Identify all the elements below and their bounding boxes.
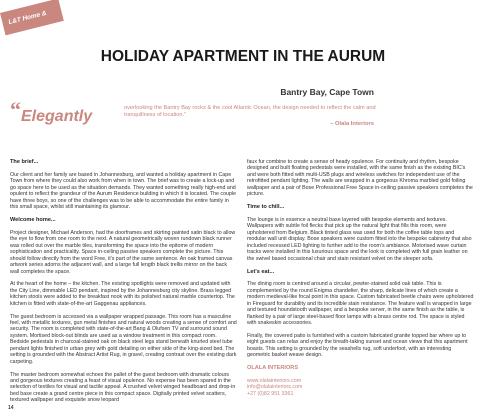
- quote-text: overlooking the Bantry Bay rocks & the cool Atlantic Ocean, the design needed to reflect the calm and tranquillness of location.”: [124, 105, 376, 118]
- master-bedroom-continued-paragraph: faux fur combine to create a sense of heady opulence. For continuity and rhythm, bespoke designed and built floating pedestals were installed, with the same finish as the existing BIC's and were both fitted with multi-USB plugs and wireless switches for independent use of the retrofitted pendant lighting. The walls are wrapped in a gorgeous Khroma marbled gold foiling wallpaper and a pair of Bose Professional Free Space in-ceiling passive speakers completes the picture.: [247, 159, 473, 198]
- contact-email-link[interactable]: info@olalainteriors.com: [247, 384, 303, 391]
- guest-bedroom-paragraph: The guest bedroom is accessed via a wallpaper wrapped passage. This room has a masculine feel, with metallic textures, gun metal finishes and natural woods creating a sense of comfort and security. The room is completed with state-of-the-art Bang & Olufsen TV and surround sound system. Mortised block-out blinds are used as a window treatment in this compact room. Bedside pedestals in charcoal-stained oak on black steel legs stand beneath knurled steel tube pendant lights finished in urban grey with gold detailing on either side of the king-sized bed. The setting is grounded with the Abstract Artist Rug, in gravel, creating contrast over the existing dark carpeting.: [10, 313, 237, 365]
- kitchen-paragraph: At the heart of the home – the kitchen. The existing spotlights were removed and updated with the City Line, dimmable LED pendant, inspired by the Johannesburg city skyline. Brass legged kitchen stools were added to the breakfast nook with its polished natural marble countertop. The kitchen is fitted with state-of-the-art Gaggenau appliances.: [10, 281, 235, 307]
- brief-paragraph: Our client and her family are based in Johannesburg, and wanted a holiday apartment in Cape Town from where they could also work from when in town. The brief was to create a lock-up and go space here to be used as the situation demands. They wanted something really high-end and opulent to reflect the grandeur of the Aurum Residence building in which it is located. The couple have three boys, so one of the challenges was to be able to accommodate the entire family in this small space, whilst still maintaining its glamour.: [10, 171, 237, 211]
- contact-website-link[interactable]: www.olalainteriors.com: [247, 377, 302, 384]
- master-bedroom-paragraph: The master bedroom somewhat echoes the pallet of the guest bedroom with dramatic colours and gorgeous textures creating a feast of visual opulence. No expense has been spared in the selection of textiles for visual and tactile appeal. A crushed velvet winged headboard and drop-in bed base create a grand centre piece in this compact space. Digitally printed velvet scatters, textured wallpaper and exquisite snow leopard: [10, 371, 236, 404]
- article-title: HOLIDAY APARTMENT IN THE AURUM: [100, 48, 386, 65]
- article-subtitle: Bantry Bay, Cape Town: [280, 87, 374, 97]
- lounge-paragraph: The lounge is in essence a neutral base layered with bespoke elements and textures. Wallpapers with subtle foil flecks that pick up the natural light that fills this room, were upholstered from Belgium. Black tinted glass was used for both the coffee table tops and modular wall unit display. Bose speakers were custom fitted into the bespoke cabinetry that also included recessed LED lighting to further add to the room's ambiance. Motorised wave curtain tracks were installed in this luxurious space and the look is completed with full grain leather on the swivel based occasional chair and stain resistant velvet on the sleeper sofa.: [247, 216, 472, 262]
- welcome-paragraph: Project designer, Michael Anderson, had the doorframes and skirting painted satin black to allow the eye to flow from one room to the next. A natural geometrically woven rundown black runner was rolled out over the marble tiles, transforming the space into the epitome of modern sophistication and practicality. Space in-ceiling passive speakers complete the picture. This should follow directly from the word Free, it's part of the same sentence. An oak framed canvas artwork series adorns the adjacent wall, and a large full length black trellis mirror on the back wall completes the space.: [10, 229, 236, 275]
- left-column: [10, 159, 237, 410]
- patio-paragraph: Finally, the covered patio is furnished with a custom fabricated granite topped bar where up to eight guests can relax and enjoy the breath-taking sunset and ocean views that this apartment boasts. This setting is grounded by the seashells rug, soft underfoot, with an interesting geometric basket weave design.: [247, 332, 468, 359]
- section-tag: L&T Home & Decor: [0, 0, 64, 35]
- quote-mark-icon: “: [10, 97, 21, 122]
- chill-heading: Time to chill...: [247, 204, 285, 211]
- quote-attribution: – Olala Interiors: [330, 121, 374, 127]
- contact-phone: +27 (0)82 951 3361: [247, 390, 294, 397]
- page-number: 14: [8, 405, 14, 411]
- eat-heading: Let's eat...: [247, 268, 275, 275]
- dining-paragraph: The dining room is centred around a circular, pewter-stained solid oak table. This is complemented by the round Enigma chandelier, the sharp, delicate lines of which create a modern medieval-like focal point in this space. Custom fabricated beetle chairs were upholstered in Fireguard for durability and its incredible stain resistance. The feature wall is wrapped in large and textured houndstooth wallpaper, and a bespoke server, in the same finish as the table, is flanked by a pair of large steel-based floor lamps with a brass centre rod. The space is styled with snakeskin accessories.: [247, 281, 474, 327]
- right-column: [247, 159, 474, 397]
- welcome-heading: Welcome home...: [10, 216, 56, 223]
- brief-heading: The brief...: [10, 159, 39, 165]
- quote-lead-word: Elegantly: [21, 108, 93, 125]
- contact-heading: OLALA INTERIORS: [247, 365, 299, 372]
